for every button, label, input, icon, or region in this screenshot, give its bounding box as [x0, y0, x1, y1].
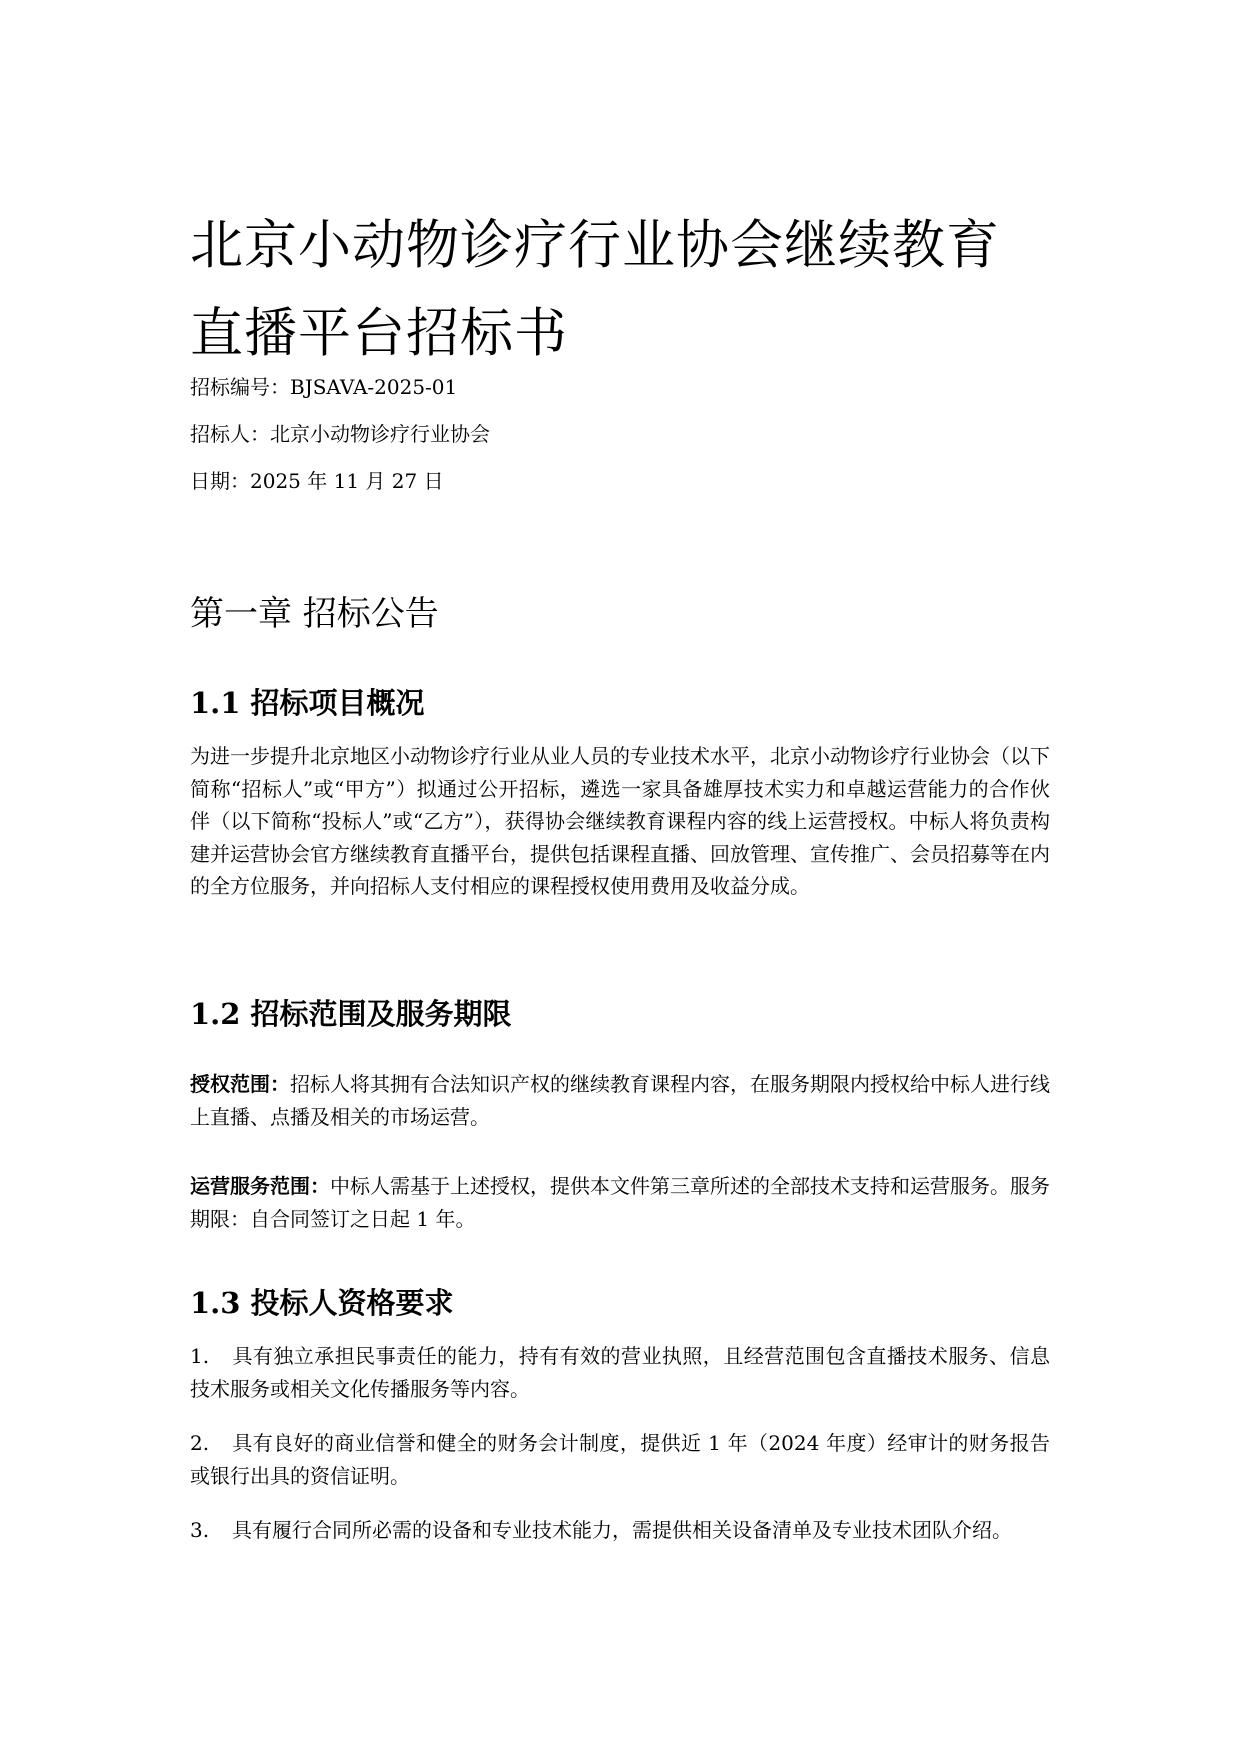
section-heading-1-3: 1.3 投标人资格要求 [190, 1286, 454, 1320]
chapter-title: 第一章 招标公告 [190, 594, 439, 634]
service-paragraph [190, 1170, 1050, 1235]
document-title: 北京小动物诊疗行业协会继续教育直播平台招标书 [190, 215, 1000, 364]
list-item-text: 具有履行合同所必需的设备和专业技术能力，需提供相关设备清单及专业技术团队介绍。 [232, 1518, 1012, 1542]
scope-text: 招标人将其拥有合法知识产权的继续教育课程内容，在服务期限内授权给中标人进行线上直播、点播及相关的市场运营。 [190, 1072, 1050, 1129]
service-text: 中标人需基于上述授权，提供本文件第三章所述的全部技术支持和运营服务。服务期限：自合同签订之日起 1 年。 [190, 1174, 1050, 1231]
section-body-1-1: 为进一步提升北京地区小动物诊疗行业从业人员的专业技术水平，北京小动物诊疗行业协会（以下简称“招标人”或“甲方”）拟通过公开招标，遴选一家具备雄厚技术实力和卓越运营能力的合作伙伴（以下简称“投标人”或“乙方”），获得协会继续教育课程内容的线上运营授权。中标人将负责构建并运营协会官方继续教育直播平台，提供包括课程直播、回放管理、宣传推广、会员招募等在内的全方位服务，并向招标人支付相应的课程授权使用费用及收益分成。 [190, 744, 1050, 898]
list-item-number: 1. [190, 1344, 210, 1368]
list-item-text: 具有良好的商业信誉和健全的财务会计制度，提供近 1 年（2024 年度）经审计的财务报告或银行出具的资信证明。 [190, 1431, 1050, 1488]
section-heading-1-2: 1.2 招标范围及服务期限 [190, 997, 512, 1031]
list-item-number: 2. [190, 1431, 210, 1455]
service-label: 运营服务范围： [190, 1174, 330, 1198]
tender-number: 招标编号：BJSAVA-2025-01 [190, 375, 458, 399]
document-date: 日期：2025 年 11 月 27 日 [190, 469, 444, 493]
tenderer: 招标人：北京小动物诊疗行业协会 [190, 422, 490, 446]
list-item [190, 1340, 1050, 1405]
list-item-text: 具有独立承担民事责任的能力，持有有效的营业执照，且经营范围包含直播技术服务、信息技术服务或相关文化传播服务等内容。 [190, 1344, 1050, 1401]
scope-paragraph [190, 1068, 1050, 1133]
list-item [190, 1514, 1050, 1547]
list-item [190, 1427, 1050, 1492]
scope-label: 授权范围： [190, 1072, 290, 1096]
section-heading-1-1: 1.1 招标项目概况 [190, 686, 425, 720]
list-item-number: 3. [190, 1518, 210, 1542]
